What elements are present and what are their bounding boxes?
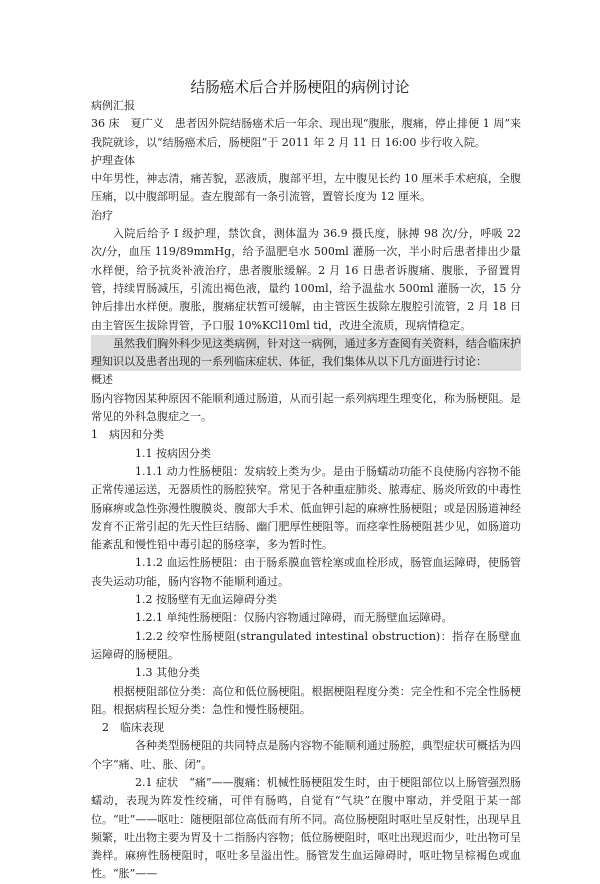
clinical-paragraph-1: 各种类型肠梗阻的共同特点是肠内容物不能顺利通过肠腔，典型症状可概括为四个字“痛、吐、胀、闭”。 <box>91 739 521 771</box>
clinical-heading: 2 临床表现 <box>102 721 164 735</box>
treatment-paragraph: 入院后给予 I 级护理，禁饮食，测体温为 36.9 摄氏度，脉搏 98 次/分，呼吸 22 次/分，血压 119/89mmHg，给予温肥皂水 500ml 灌肠一次，半小时后患者排出少量水样便，给予抗炎补液治疗，患者腹胀缓解。2 月 16 日患者诉腹痛、腹胀，予留置胃管，持续胃肠减压，引流出褐色液，量约 100ml，给予温盐水 500ml 灌肠一次，15 分钟后排出水样便。腹胀，腹痛症状暂可缓解，由主管医生拔除左腹腔引流管，2 月 18 日由主管医生拔除胃管，予口服 10%KCl10ml tid，改进全流质，现病情稳定。 <box>91 227 521 332</box>
causes-heading: 1 病因和分类 <box>91 428 164 442</box>
causes-sub2-item1: 1.2.1 单纯性肠梗阻：仅肠内容物通过障碍，而无肠壁血运障碍。 <box>135 611 453 625</box>
causes-sub3-paragraph: 根据梗阻部位分类：高位和低位肠梗阻。根据梗阻程度分类：完全性和不完全性肠梗阻。根据病程长短分类：急性和慢性肠梗阻。 <box>91 684 521 716</box>
exam-heading: 护理查体 <box>91 153 135 167</box>
overview-paragraph: 肠内容物因某种原因不能顺利通过肠道，从而引起一系列病理生理变化，称为肠梗阻。是常见的外科急腹症之一。 <box>91 391 521 424</box>
case-report-paragraph: 36 床 夏广义 患者因外院结肠癌术后一年余、现出现“腹胀，腹痛，停止排便 1 周”来我院就诊，以“结肠癌术后，肠梗阻”于 2011 年 2 月 11 日 16:00 步行收入院。 <box>91 117 521 149</box>
causes-sub2-heading: 1.2 按肠壁有无血运障碍分类 <box>135 593 277 607</box>
intro-paragraph: 虽然我们胸外科少见这类病例，针对这一病例，通过多方查阅有关资料，结合临床护理知识以及患者出现的一系列临床症状、体征，我们集体从以下几方面进行讨论： <box>91 335 521 372</box>
treatment-heading: 治疗 <box>91 208 113 222</box>
overview-heading: 概述 <box>91 373 113 387</box>
exam-paragraph: 中年男性，神志清，痛苦貌，恶液质，腹部平坦，左中腹见长约 10 厘米手术疤痕，全腹压痛，以中腹部明显。查左腹部有一条引流管，置管长度为 12 厘米。 <box>91 172 521 204</box>
causes-sub3-heading: 1.3 其他分类 <box>135 666 200 680</box>
case-report-heading: 病例汇报 <box>91 99 135 112</box>
document-title: 结肠癌术后合并肠梗阻的病例讨论 <box>190 79 410 96</box>
causes-sub2-item2: 1.2.2 绞窄性肠梗阻(strangulated intestinal obstruction)：指存在肠壁血运障碍的肠梗阻。 <box>91 629 521 661</box>
causes-sub1-item1: 1.1.1 动力性肠梗阻：发病较上类为少。是由于肠蠕动功能不良使肠内容物不能正常传递运送，无器质性的肠腔狭窄。常见于各种重症肺炎、脓毒症、肠炎所致的中毒性肠麻痹或急性弥漫性腹膜炎、腹部大手术、低血钾引起的麻痹性肠梗阻；或是因肠道神经发育不正常引起的先天性巨结肠、幽门肥厚性梗阻等。而痉挛性肠梗阻甚少见，如肠道功能紊乱和慢性铅中毒引起的肠痉挛，多为暂时性。 <box>91 464 521 552</box>
causes-sub1-item2: 1.1.2 血运性肠梗阻：由于肠系膜血管栓塞或血栓形成，肠管血运障碍，使肠管丧失运动功能，肠内容物不能顺利通过。 <box>91 556 521 588</box>
causes-sub1-heading: 1.1 按病因分类 <box>135 446 211 460</box>
clinical-paragraph-2: 2.1 症状 “痛”——腹痛：机械性肠梗阻发生时，由于梗阻部位以上肠管强烈肠蠕动，表现为阵发性绞痛，可伴有肠鸣，自觉有“气块”在腹中窜动，并受阻于某一部位。“吐”——呕吐：随梗阻部位高低而有所不同。高位肠梗阻时呕吐呈反射性，出现早且频繁，吐出物主要为胃及十二指肠内容物；低位肠梗阻时，呕吐出现迟而少，吐出物可呈粪样。麻痹性肠梗阻时，呕吐多呈溢出性。肠管发生血运障碍时，呕吐物呈棕褐色或血性。“胀”—— <box>91 775 521 881</box>
document-body <box>91 97 521 884</box>
